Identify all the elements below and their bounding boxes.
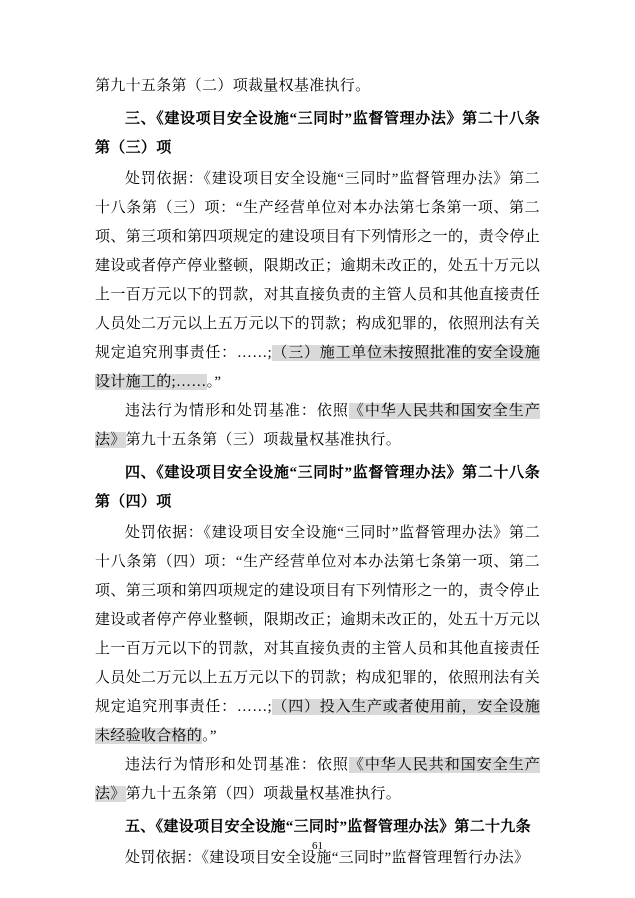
field-shaded-text: 《中华人民共和国安全生产法》 bbox=[95, 757, 540, 802]
body-paragraph bbox=[95, 519, 540, 751]
text-run: 四、《建设项目安全设施“三同时”监督管理办法》第二十八条第（四）项 bbox=[95, 465, 540, 510]
body-paragraph bbox=[95, 165, 540, 397]
text-run: 处罚依据：《建设项目安全设施“三同时”监督管理暂行办法》 bbox=[125, 850, 530, 866]
field-shaded-text: （四）投入生产或者使用前，安全设施未经验收合格的 bbox=[95, 699, 540, 744]
body-paragraph bbox=[95, 751, 540, 809]
text-run: 处罚依据：《建设项目安全设施“三同时”监督管理办法》第二十八条第（四）项：“生产经营单位对本办法第七条第一项、第二项、第三项和第四项规定的建设项目有下列情形之一的，责令停止建设或者停产停业整顿，限期改正；逾期未改正的，处五十万元以上一百万元以下的罚款，对其直接负责的主管人员和其他直接责任人员处二万元以上五万元以下的罚款；构成犯罪的，依照刑法有关规定追究刑事责任：……; bbox=[95, 525, 540, 715]
text-run: 违法行为情形和处罚基准：依照 bbox=[125, 403, 349, 419]
body-paragraph bbox=[95, 397, 540, 455]
document-content bbox=[95, 72, 540, 873]
text-run: 处罚依据：《建设项目安全设施“三同时”监督管理办法》第二十八条第（三）项：“生产经营单位对本办法第七条第一项、第二项、第三项和第四项规定的建设项目有下列情形之一的，责令停止建设或者停产停业整顿，限期改正；逾期未改正的，处五十万元以上一百万元以下的罚款，对其直接负责的主管人员和其他直接责任人员处二万元以上五万元以下的罚款；构成犯罪的，依照刑法有关规定追究刑事责任：……; bbox=[95, 171, 540, 361]
text-run: 违法行为情形和处罚基准：依照 bbox=[125, 757, 349, 773]
section-heading bbox=[95, 813, 540, 842]
text-run: 第九十五条第（三）项裁量权基准执行。 bbox=[125, 432, 402, 448]
text-run: 。” bbox=[206, 374, 222, 390]
text-run: 第九十五条第（二）项裁量权基准执行。 bbox=[95, 78, 371, 94]
field-shaded-text: （三）施工单位未按照批准的安全设施设计施工的;…… bbox=[95, 345, 540, 390]
text-run: 。” bbox=[202, 728, 217, 744]
text-run: 五、《建设项目安全设施“三同时”监督管理办法》第二十九条 bbox=[125, 819, 531, 835]
text-run: 第九十五条第（四）项裁量权基准执行。 bbox=[125, 786, 402, 802]
section-heading bbox=[95, 105, 540, 163]
page-number: 61 bbox=[312, 840, 323, 852]
section-heading bbox=[95, 459, 540, 517]
field-shaded-text: 《中华人民共和国安全生产法》 bbox=[95, 403, 540, 448]
text-run: 三、《建设项目安全设施“三同时”监督管理办法》第二十八条第（三）项 bbox=[95, 111, 540, 156]
body-paragraph bbox=[95, 72, 540, 101]
